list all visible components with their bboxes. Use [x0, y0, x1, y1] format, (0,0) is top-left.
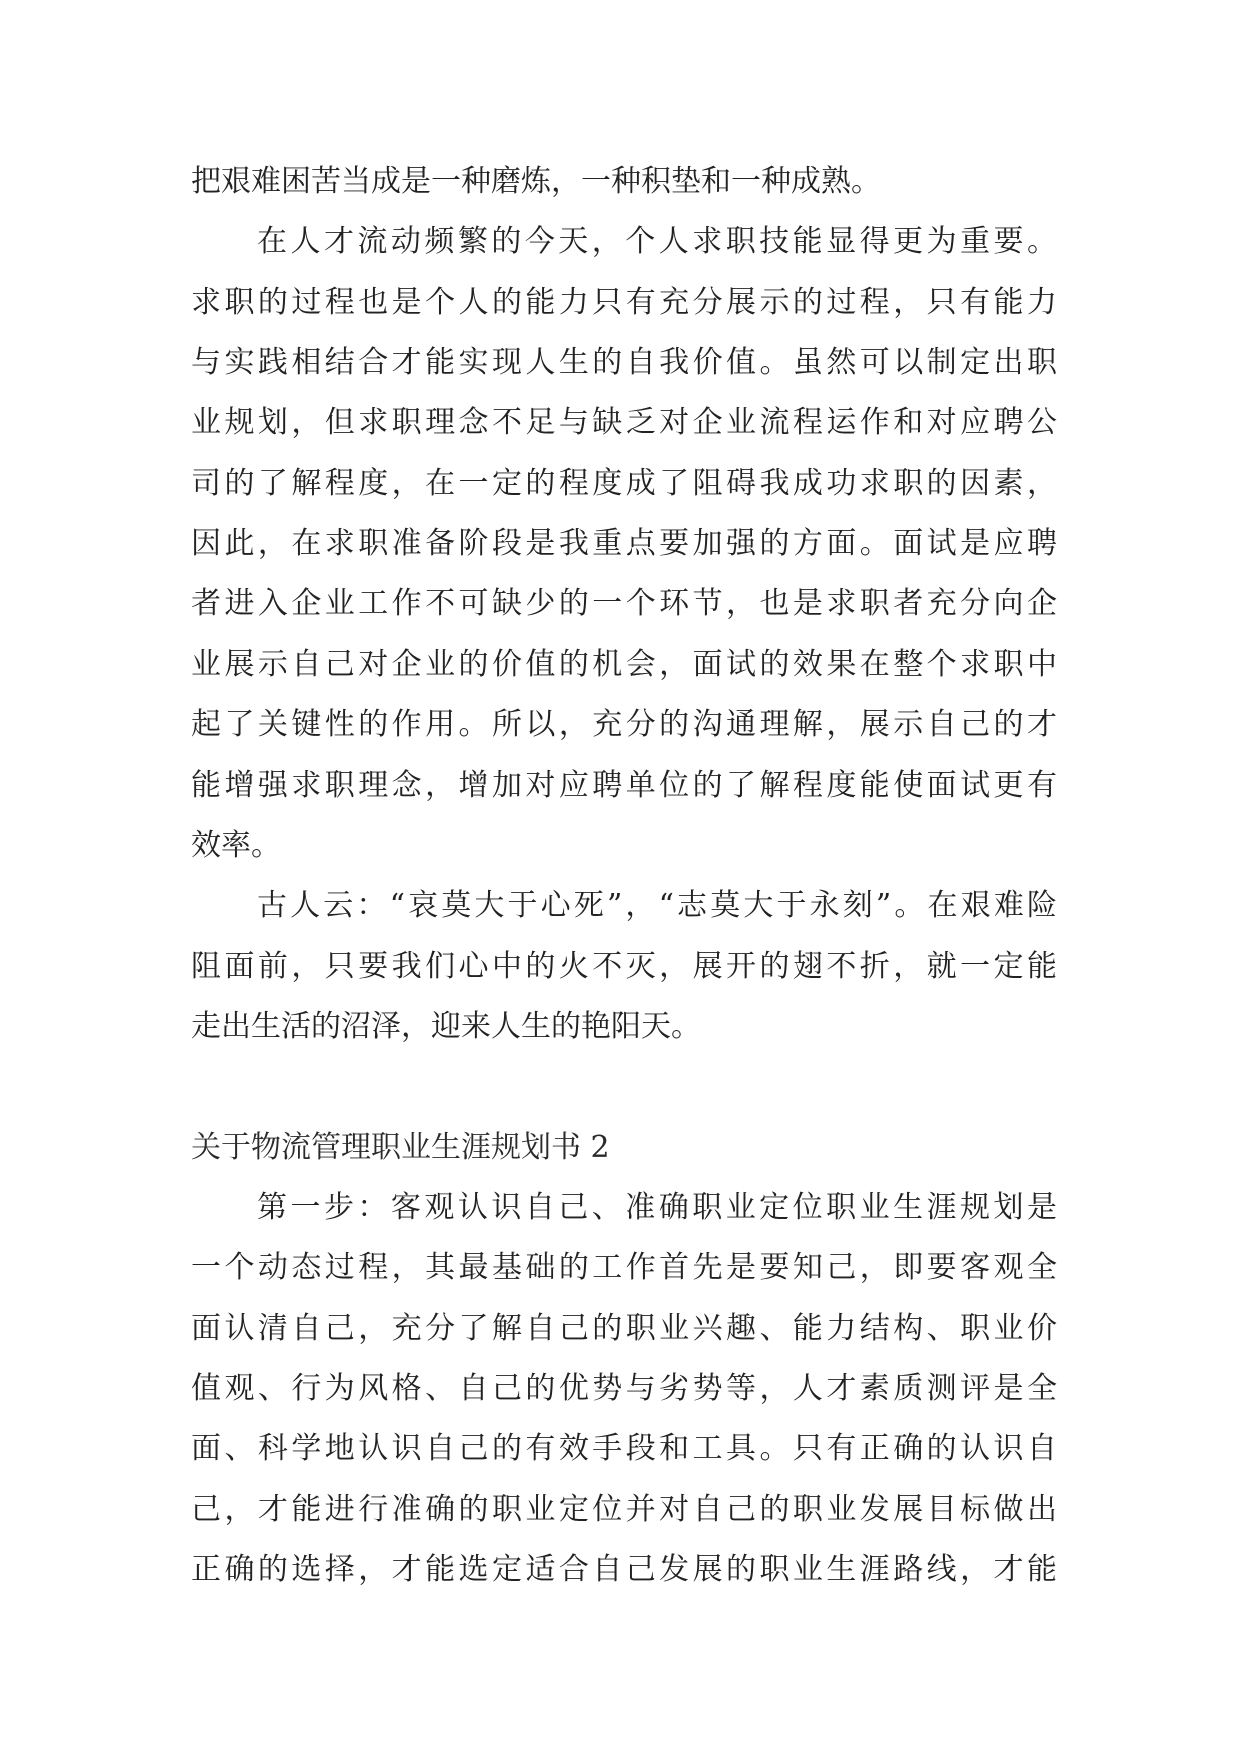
text-line: 己，才能进行准确的职业定位并对自己的职业发展目标做出	[191, 1492, 1057, 1527]
text-line: 能增强求职理念，增加对应聘单位的了解程度能使面试更有	[191, 768, 1057, 803]
paragraph-start-line: 第一步：客观认识自己、准确职业定位职业生涯规划是	[257, 1190, 1057, 1225]
text-line: 正确的选择，才能选定适合自己发展的职业生涯路线，才能	[191, 1552, 1057, 1587]
text-line: 与实践相结合才能实现人生的自我价值。虽然可以制定出职	[191, 345, 1057, 380]
text-line: 求职的过程也是个人的能力只有充分展示的过程，只有能力	[191, 285, 1057, 320]
text-line: 业规划，但求职理念不足与缺乏对企业流程运作和对应聘公	[191, 405, 1057, 440]
section-title: 关于物流管理职业生涯规划书 2	[191, 1130, 610, 1165]
text-line: 把艰难困苦当成是一种磨炼，一种积垫和一种成熟。	[191, 164, 881, 199]
text-line: 面认清自己，充分了解自己的职业兴趣、能力结构、职业价	[191, 1311, 1057, 1346]
text-line: 业展示自己对企业的价值的机会，面试的效果在整个求职中	[191, 647, 1057, 682]
text-line: 起了关键性的作用。所以，充分的沟通理解，展示自己的才	[191, 707, 1057, 742]
text-line: 面、科学地认识自己的有效手段和工具。只有正确的认识自	[191, 1431, 1057, 1466]
text-line: 走出生活的沼泽，迎来人生的艳阳天。	[191, 1009, 701, 1044]
text-line: 者进入企业工作不可缺少的一个环节，也是求职者充分向企	[191, 586, 1057, 621]
text-line: 值观、行为风格、自己的优势与劣势等，人才素质测评是全	[191, 1371, 1057, 1406]
text-line: 司的了解程度，在一定的程度成了阻碍我成功求职的因素，	[191, 466, 1057, 501]
paragraph-start-line: 在人才流动频繁的今天，个人求职技能显得更为重要。	[257, 224, 1057, 259]
text-line: 效率。	[191, 828, 281, 863]
text-line: 阻面前，只要我们心中的火不灭，展开的翅不折，就一定能	[191, 949, 1057, 984]
text-line: 一个动态过程，其最基础的工作首先是要知己，即要客观全	[191, 1250, 1057, 1285]
paragraph-start-line: 古人云：“哀莫大于心死”，“志莫大于永刻”。在艰难险	[257, 888, 1057, 923]
text-line: 因此，在求职准备阶段是我重点要加强的方面。面试是应聘	[191, 526, 1057, 561]
